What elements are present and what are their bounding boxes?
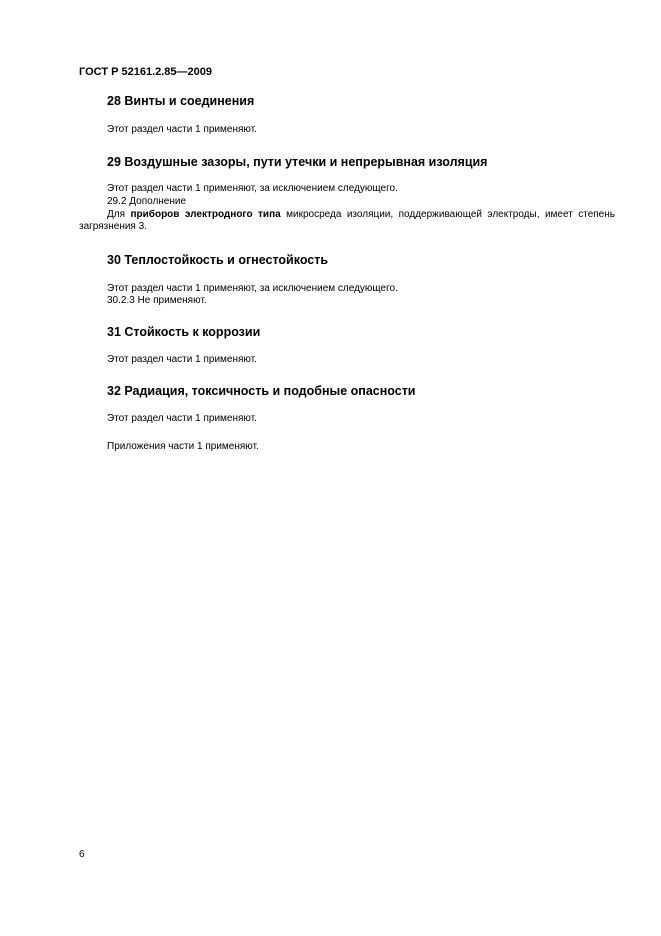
section-29-text: Этот раздел части 1 применяют, за исключением следующего. xyxy=(107,183,398,194)
clause-29-2-text-post: микросреда изоляции, поддерживающей электроды, имеет степень загрязнения 3. xyxy=(79,209,615,232)
section-31-text: Этот раздел части 1 применяют. xyxy=(107,354,257,365)
section-28-heading: 28 Винты и соединения xyxy=(107,94,255,108)
section-28-text: Этот раздел части 1 применяют. xyxy=(107,124,257,135)
clause-29-2-text xyxy=(79,209,615,233)
page-number: 6 xyxy=(79,849,85,860)
clause-30-2-3: 30.2.3 Не применяют. xyxy=(107,295,207,306)
clause-29-2: 29.2 Дополнение xyxy=(107,196,187,207)
section-32-heading: 32 Радиация, токсичность и подобные опасности xyxy=(107,384,416,398)
document-header: ГОСТ Р 52161.2.85—2009 xyxy=(79,66,213,78)
section-31-heading: 31 Стойкость к коррозии xyxy=(107,325,261,339)
section-30-heading: 30 Теплостойкость и огнестойкость xyxy=(107,253,329,267)
section-30-text: Этот раздел части 1 применяют, за исключением следующего. xyxy=(107,283,398,294)
annexes-text: Приложения части 1 применяют. xyxy=(107,441,259,452)
clause-29-2-text-pre: Для xyxy=(107,209,131,220)
section-32-text: Этот раздел части 1 применяют. xyxy=(107,413,257,424)
section-29-heading: 29 Воздушные зазоры, пути утечки и непрерывная изоляция xyxy=(107,155,488,169)
electrode-type-term: приборов электродного типа xyxy=(130,209,281,220)
